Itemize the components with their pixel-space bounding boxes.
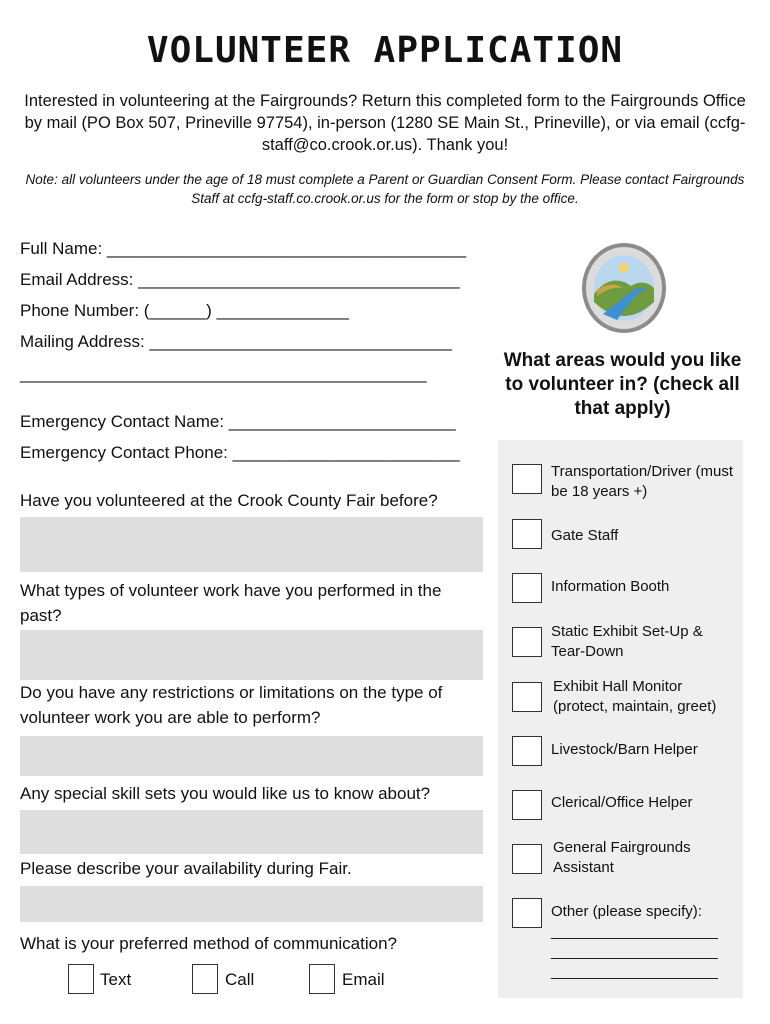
age-note: Note: all volunteers under the age of 18 must complete a Parent or Guardian Consent Form. Please contact Fairgrounds Staff at ccfg-staff.co.crook.or.us for the form or stop by the office. xyxy=(25,172,745,206)
checkbox-static-exhibit[interactable] xyxy=(512,627,542,657)
mailing-address-line2[interactable]: ___________________________________________ xyxy=(20,364,427,383)
question-communication: What is your preferred method of communication? xyxy=(20,934,398,953)
form-title: VOLUNTEER APPLICATION xyxy=(146,30,624,71)
area-label-information-booth: Information Booth xyxy=(551,578,670,595)
area-label-gate-staff: Gate Staff xyxy=(551,527,619,544)
checkbox-livestock[interactable] xyxy=(512,736,542,766)
area-label-other: Other (please specify): xyxy=(551,903,702,920)
checkbox-other[interactable] xyxy=(512,898,542,928)
crook-county-fairgrounds-seal-icon xyxy=(581,242,667,334)
checkbox-email[interactable] xyxy=(309,964,335,994)
emergency-contact-name-field[interactable]: Emergency Contact Name: ________________________ xyxy=(20,412,456,431)
other-specify-line-2[interactable]: ____________________ xyxy=(551,943,718,960)
checkbox-exhibit-hall[interactable] xyxy=(512,682,542,712)
answer-box-past-work[interactable] xyxy=(20,630,483,680)
label-call: Call xyxy=(225,970,255,989)
mailing-address-field[interactable]: Mailing Address: ________________________________ xyxy=(20,332,452,351)
areas-heading: What areas would you like to volunteer in? (check all that apply) xyxy=(503,350,742,419)
question-restrictions: Do you have any restrictions or limitations on the type of volunteer work you are able to perform? xyxy=(20,683,443,727)
question-past-work: What types of volunteer work have you performed in the past? xyxy=(20,581,442,625)
question-availability: Please describe your availability during Fair. xyxy=(20,859,352,878)
phone-field[interactable]: Phone Number: (______) ______________ xyxy=(20,301,349,320)
label-text: Text xyxy=(100,970,132,989)
area-label-exhibit-hall: Exhibit Hall Monitor (protect, maintain, greet) xyxy=(553,678,717,715)
intro-text: Interested in volunteering at the Fairgrounds? Return this completed form to the Fairgrounds Office by mail (PO Box 507, Prineville 97754), in-person (1280 SE Main St., Prineville), or via email (ccfg-staff@co.crook.or.us). Thank you! xyxy=(24,92,746,154)
emergency-contact-phone-field[interactable]: Emergency Contact Phone: ________________________ xyxy=(20,443,460,462)
area-label-livestock: Livestock/Barn Helper xyxy=(551,741,698,758)
checkbox-clerical[interactable] xyxy=(512,790,542,820)
checkbox-general-assistant[interactable] xyxy=(512,844,542,874)
area-label-static-exhibit: Static Exhibit Set-Up & Tear-Down xyxy=(551,623,703,660)
full-name-field[interactable]: Full Name: ______________________________________ xyxy=(20,239,467,258)
question-skills: Any special skill sets you would like us to know about? xyxy=(20,784,431,803)
checkbox-gate-staff[interactable] xyxy=(512,519,542,549)
label-email: Email xyxy=(342,970,385,989)
other-specify-line-3[interactable]: ____________________ xyxy=(551,963,718,980)
checkbox-information-booth[interactable] xyxy=(512,573,542,603)
answer-box-skills[interactable] xyxy=(20,810,483,854)
checkbox-transportation[interactable] xyxy=(512,464,542,494)
area-label-clerical: Clerical/Office Helper xyxy=(551,794,693,811)
area-label-general-assistant: General Fairgrounds Assistant xyxy=(553,839,691,876)
checkbox-text[interactable] xyxy=(68,964,94,994)
answer-box-restrictions[interactable] xyxy=(20,736,483,776)
question-volunteered-before: Have you volunteered at the Crook County Fair before? xyxy=(20,491,438,510)
answer-box-volunteered-before[interactable] xyxy=(20,517,483,572)
checkbox-call[interactable] xyxy=(192,964,218,994)
email-field[interactable]: Email Address: __________________________________ xyxy=(20,270,460,289)
area-label-transportation: Transportation/Driver (must be 18 years +) xyxy=(551,463,733,500)
answer-box-availability[interactable] xyxy=(20,886,483,922)
other-specify-line-1[interactable]: ____________________ xyxy=(551,923,718,940)
